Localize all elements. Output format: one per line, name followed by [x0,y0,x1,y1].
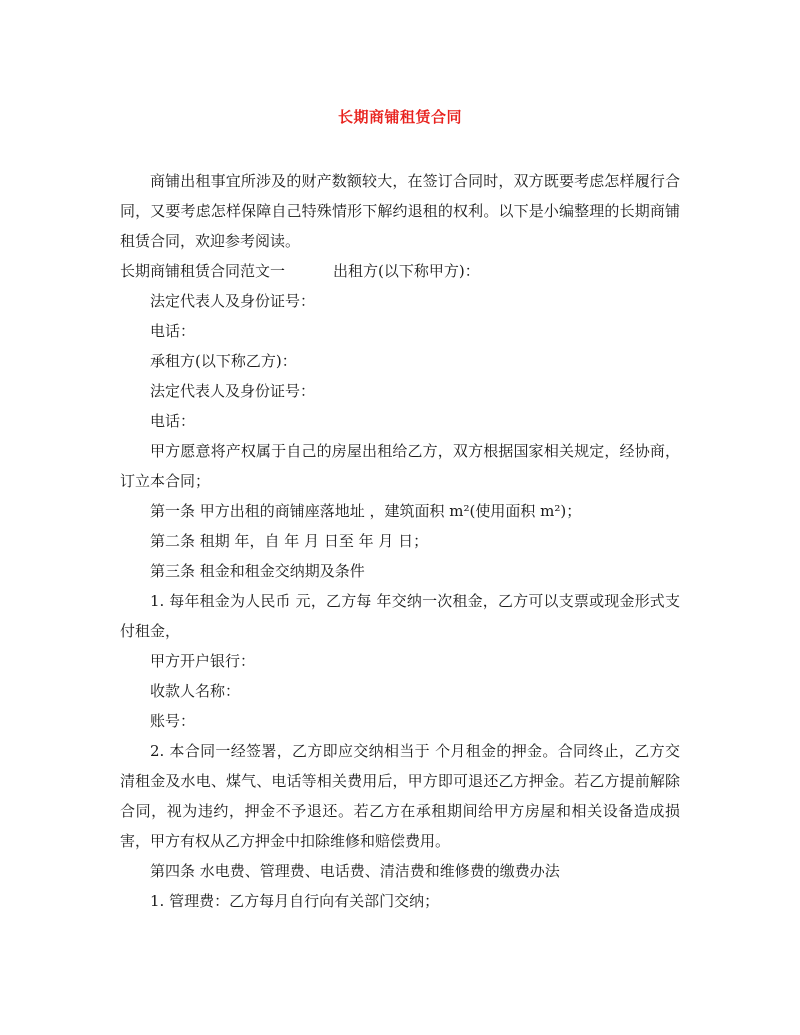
account-line: 账号： [150,712,196,730]
lessor-line: 出租方(以下称甲方)： [333,262,480,280]
document-body [120,166,680,916]
lessee-line: 承租方(以下称乙方)： [150,352,297,370]
lessor-representative: 法定代表人及身份证号： [150,292,316,310]
article-3-heading: 第三条 租金和租金交纳期及条件 [150,562,365,580]
agreement-paragraph: 甲方愿意将产权属于自己的房屋出租给乙方，双方根据国家相关规定，经协商，订立本合同； [120,442,680,490]
lessee-representative: 法定代表人及身份证号： [150,382,316,400]
lessee-phone: 电话： [150,412,196,430]
lessor-phone: 电话： [150,322,196,340]
payee-line: 收款人名称： [150,682,241,700]
sample-heading-line [120,256,680,286]
article-3-item-1: 1. 每年租金为人民币 元，乙方每 年交纳一次租金，乙方可以支票或现金形式支付租金， [120,592,680,640]
bank-line: 甲方开户银行： [150,652,256,670]
document-title: 长期商铺租赁合同 [337,108,462,126]
article-3-item-2: 2. 本合同一经签署，乙方即应交纳相当于 个月租金的押金。合同终止，乙方交清租金及水电、煤气、电话等相关费用后，甲方即可退还乙方押金。若乙方提前解除合同，视为违约，押金不予退还。若乙方在承租期间给甲方房屋和相关设备造成损害，甲方有权从乙方押金中扣除维修和赔偿费用。 [120,742,680,850]
article-2: 第二条 租期 年，自 年 月 日至 年 月 日； [150,532,429,550]
sample-heading: 长期商铺租赁合同范文一 [120,262,286,280]
article-1: 第一条 甲方出租的商铺座落地址 ，建筑面积 m²(使用面积 m²)； [150,502,582,520]
article-4-item-1: 1. 管理费：乙方每月自行向有关部门交纳； [150,892,440,910]
article-4-heading: 第四条 水电费、管理费、电话费、清洁费和维修费的缴费办法 [150,862,560,880]
intro-paragraph: 商铺出租事宜所涉及的财产数额较大，在签订合同时，双方既要考虑怎样履行合同，又要考虑怎样保障自己特殊情形下解约退租的权利。以下是小编整理的长期商铺租赁合同，欢迎参考阅读。 [120,172,680,250]
